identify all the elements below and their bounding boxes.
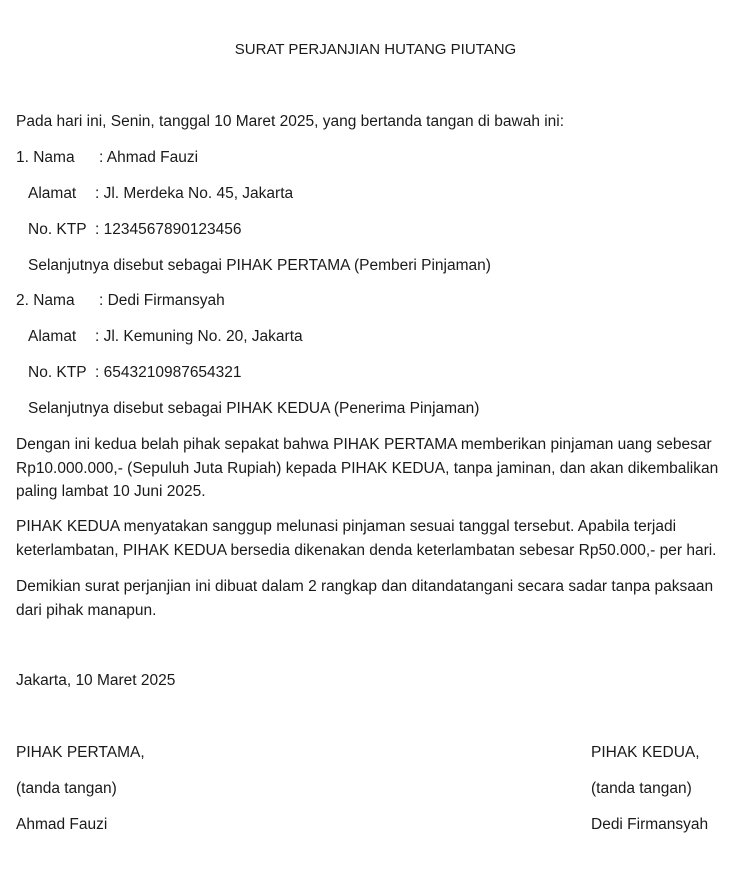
signature-left-sign: (tanda tangan)	[16, 780, 117, 797]
party2-address-row	[28, 327, 303, 347]
party2-address-label: Alamat	[28, 328, 77, 345]
party2-ktp-value: : 6543210987654321	[95, 364, 242, 381]
party1-address-value: : Jl. Merdeka No. 45, Jakarta	[95, 185, 294, 202]
party1-name-label: 1. Nama	[16, 149, 75, 166]
party1-ktp-value: : 1234567890123456	[95, 221, 242, 238]
party2-ktp-row	[28, 363, 242, 383]
party2-name-row	[16, 291, 225, 311]
party2-name-label: 2. Nama	[16, 292, 75, 309]
party1-address-label: Alamat	[28, 185, 77, 202]
party1-name-value: : Ahmad Fauzi	[99, 149, 199, 166]
closing-paragraph: Demikian surat perjanjian ini dibuat dalam 2 rangkap dan ditandatangani secara sadar tanpa paksaan dari pihak manapun.	[16, 578, 714, 619]
signature-left-role: PIHAK PERTAMA,	[16, 744, 145, 761]
party2-designation: Selanjutnya disebut sebagai PIHAK KEDUA (Penerima Pinjaman)	[28, 400, 480, 417]
loan-terms-paragraph: Dengan ini kedua belah pihak sepakat bahwa PIHAK PERTAMA memberikan pinjaman uang sebesar Rp10.000.000,- (Sepuluh Juta Rupiah) kepada PIHAK KEDUA, tanpa jaminan, dan akan dikembalikan paling lambat 10 Juni 2025.	[16, 436, 719, 500]
signature-left-name: Ahmad Fauzi	[16, 816, 108, 833]
party1-address-row	[28, 184, 293, 204]
repayment-paragraph: PIHAK KEDUA menyatakan sanggup melunasi pinjaman sesuai tanggal tersebut. Apabila terjadi keterlambatan, PIHAK KEDUA bersedia dikenakan denda keterlambatan sebesar Rp50.000,- per hari.	[16, 518, 717, 559]
party1-ktp-label: No. KTP	[28, 221, 87, 238]
document-title: SURAT PERJANJIAN HUTANG PIUTANG	[234, 41, 517, 58]
party1-ktp-row	[28, 220, 242, 240]
party1-designation: Selanjutnya disebut sebagai PIHAK PERTAMA (Pemberi Pinjaman)	[28, 257, 491, 274]
party1-name-row	[16, 148, 198, 168]
party2-ktp-label: No. KTP	[28, 364, 87, 381]
party2-name-value: : Dedi Firmansyah	[99, 292, 225, 309]
signature-right-role: PIHAK KEDUA,	[591, 744, 700, 761]
signature-right-sign: (tanda tangan)	[591, 780, 692, 797]
place-date: Jakarta, 10 Maret 2025	[16, 672, 176, 689]
party2-address-value: : Jl. Kemuning No. 20, Jakarta	[95, 328, 303, 345]
intro-text: Pada hari ini, Senin, tanggal 10 Maret 2025, yang bertanda tangan di bawah ini:	[16, 113, 565, 130]
signature-right-name: Dedi Firmansyah	[591, 816, 709, 833]
